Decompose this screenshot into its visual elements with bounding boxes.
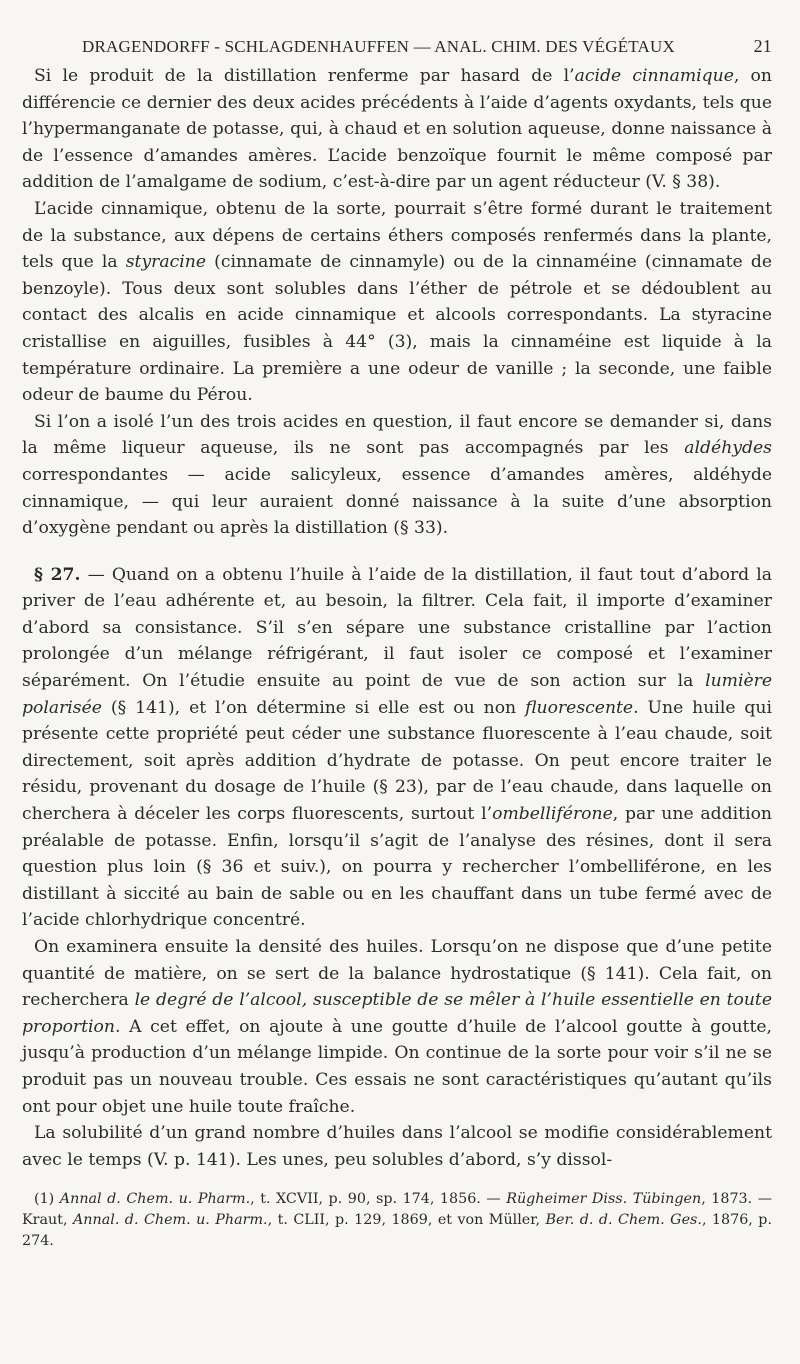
text-run: . A cet effet, on ajoute à une goutte d’huile de l’alcool goutte à goutte, jusqu’à production d’un mélange limpide. On continue de la sorte pour voir s’il ne se produit pas un nouveau trouble. Ces essais ne sont caractéristiques qu’autant qu’ils ont pour objet une huile toute fraîche. [22,1016,772,1117]
text-run: . Une huile qui présente cette propriété peut céder une substance fluorescente à l’eau chaude, soit directement, soit après addition d’hydrate de potasse. On peut encore traiter le résidu, provenant du dosage de l’huile (§ 23), par de l’eau chaude, dans laquelle on cherchera à déceler les corps fluorescents, surtout l’ [22,697,773,825]
paragraph [22,409,772,542]
page-number: 21 [753,36,772,56]
section-number: § 27. [34,564,81,585]
italic-text: lumière polarisée [22,671,772,718]
italic-text: Annal d. Chem. u. Pharm. [59,1191,251,1208]
text-run: , t. CLII, p. 129, 1869, et von Müller, [267,1212,546,1229]
text-run: , par une addition préalable de potasse. Enfin, lorsqu’il s’agit de l’analyse des résines, dont il sera question plus loin (§ 36 et suiv.), on pourra y rechercher l’ombelliférone, en les distillant à siccité au bain de sable ou en les chauffant dans un tube fermé avec de l’acide chlorhydrique concentré. [22,804,772,931]
italic-text: le degré de l’alcool, susceptible de se mêler à l’huile essentielle en toute proportion [22,990,773,1037]
italic-text: ombelliférone [492,804,613,825]
body-text [22,63,772,1173]
text-run: , 1873. — Kraut, [22,1191,773,1229]
text-run: On examinera ensuite la densité des huiles. Lorsqu’on ne dispose que d’une petite quantité de matière, on se sert de la balance hydrostatique (§ 141). Cela fait, on recherchera [22,937,772,1011]
text-run: , 1876, p. 274. [22,1212,772,1250]
paragraph [22,1120,772,1173]
text-run: correspondantes — acide salicyleux, essence d’amandes amères, aldéhyde cinnamique, — qui leur auraient donné naissance à la suite d’une absorption d’oxygène pendant ou après la distillation (§ 33). [22,464,772,539]
text-run: (cinnamate de cinnamyle) ou de la cinnaméine (cinnamate de benzoyle). Tous deux sont solubles dans l’éther de pétrole et se dédoublent au contact des alcalis en acide cinnamique et alcools correspondants. La styracine cristallise en aiguilles, fusibles à 44° (3), mais la cinnaméine est liquide à la température ordinaire. La première a une odeur de vanille ; la seconde, une faible odeur de baume du Pérou. [22,252,772,406]
text-run: , t. XCVII, p. 90, sp. 174, 1856. — [250,1191,507,1208]
text-run: (1) [34,1191,60,1208]
text-run: Si l’on a isolé l’un des trois acides en question, il faut encore se demander si, dans la même liqueur aqueuse, ils ne sont pas accompagnés par les [22,411,772,459]
italic-text: Ber. d. d. Chem. Ges. [545,1212,702,1229]
paragraph [22,196,772,409]
italic-text: Rügheimer Diss. Tübingen [506,1191,702,1208]
italic-text: styracine [125,252,206,273]
running-title: DRAGENDORFF - SCHLAGDENHAUFFEN — ANAL. CHIM. DES VÉGÉTAUX [82,37,675,56]
paragraph [22,562,772,934]
text-run: (§ 141), et l’on détermine si elle est ou non [101,697,526,718]
text-run: , on différencie ce dernier des deux acides précédents à l’aide d’agents oxydants, tels que l’hypermanganate de potasse, qui, à chaud et en solution aqueuse, donne naissance à de l’essence d’amandes amères. L’acide benzoïque fournit le même composé par addition de l’amalgame de sodium, c’est-à-dire par un agent réducteur (V. § 38). [22,66,772,193]
paragraph [22,63,772,196]
italic-text: fluorescente [525,697,634,718]
footnotes [22,1189,772,1252]
footnote [22,1189,772,1252]
italic-text: aldéhydes [684,438,772,459]
text-run: Si le produit de la distillation renferme par hasard de l’ [34,66,575,86]
italic-text: acide cinnamique [574,66,734,86]
italic-text: Annal. d. Chem. u. Pharm. [72,1212,268,1229]
running-head [22,36,772,57]
paragraph [22,934,772,1120]
text-run: — Quand on a obtenu l’huile à l’aide de la distillation, il faut tout d’abord la priver de l’eau adhérente et, au besoin, la filtrer. Cela fait, il importe d’examiner d’abord sa consistance. S’il s’en sépare une substance cristalline par l’action prolongée d’un mélange réfrigérant, il faut isoler ce composé et l’examiner séparément. On l’étudie ensuite au point de vue de son action sur la [22,564,772,692]
text-run: L’acide cinnamique, obtenu de la sorte, pourrait s’être formé durant le traitement de la substance, aux dépens de certains éthers composés renfermés dans la plante, tels que la [22,198,772,273]
text-run: La solubilité d’un grand nombre d’huiles dans l’alcool se modifie considérablement avec le temps (V. p. 141). Les unes, peu solubles d’abord, s’y dissol- [22,1123,772,1170]
